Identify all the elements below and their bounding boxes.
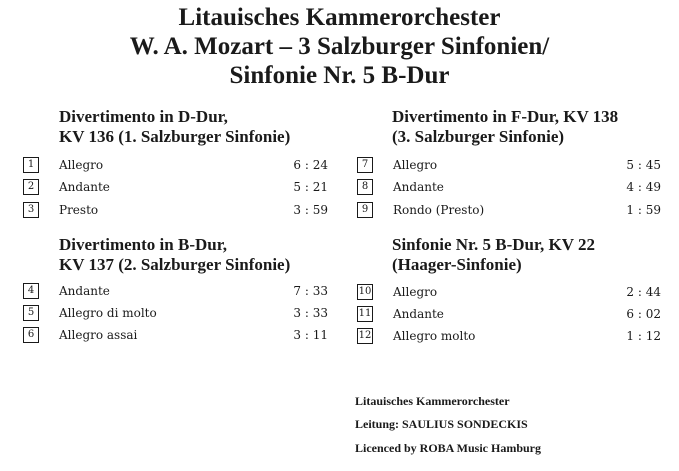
track-row[interactable] — [357, 202, 661, 220]
track-duration: 6 : 24 — [293, 158, 328, 172]
track-duration: 3 : 11 — [293, 328, 328, 342]
track-row[interactable] — [357, 328, 661, 346]
track-title: Allegro molto — [393, 329, 476, 343]
track-duration: 5 : 45 — [626, 158, 661, 172]
track-number: 9 — [357, 202, 373, 218]
track-title: Andante — [393, 180, 444, 194]
track-title: Allegro — [393, 158, 438, 172]
track-number: 11 — [357, 306, 373, 322]
section-kv138 — [392, 107, 618, 147]
track-duration: 2 : 44 — [626, 285, 661, 299]
track-duration: 6 : 02 — [626, 307, 661, 321]
track-row[interactable] — [23, 327, 328, 345]
section-title-line-1: Divertimento in F-Dur, KV 138 — [392, 107, 619, 126]
track-duration: 1 : 59 — [626, 203, 661, 217]
section-title-line-2: (Haager-Sinfonie) — [392, 255, 522, 274]
credit-licence: Licenced by ROBA Music Hamburg — [355, 441, 542, 455]
section-title-line-2: KV 137 (2. Salzburger Sinfonie) — [59, 255, 291, 274]
track-number: 5 — [23, 305, 39, 321]
track-row[interactable] — [357, 157, 661, 175]
track-number: 8 — [357, 179, 373, 195]
track-row[interactable] — [23, 202, 328, 220]
track-title: Allegro — [59, 158, 104, 172]
track-title: Allegro di molto — [59, 306, 157, 320]
track-title: Allegro assai — [59, 328, 138, 342]
section-kv136 — [59, 107, 290, 147]
section-title-line-1: Divertimento in D-Dur, — [59, 107, 228, 126]
track-row[interactable] — [23, 305, 328, 323]
track-number: 1 — [23, 157, 39, 173]
track-title: Presto — [59, 203, 99, 217]
title-line-3: Sinfonie Nr. 5 B-Dur — [229, 62, 450, 89]
track-title: Andante — [59, 284, 110, 298]
track-row[interactable] — [357, 179, 661, 197]
title-line-2: W. A. Mozart – 3 Salzburger Sinfonien/ — [129, 33, 550, 60]
section-title-line-2: (3. Salzburger Sinfonie) — [392, 127, 565, 146]
track-title: Andante — [59, 180, 110, 194]
track-duration: 5 : 21 — [293, 180, 328, 194]
track-row[interactable] — [23, 157, 328, 175]
section-title-line-1: Sinfonie Nr. 5 B-Dur, KV 22 — [392, 235, 595, 254]
track-title: Allegro — [393, 285, 438, 299]
track-title: Rondo (Presto) — [393, 203, 485, 217]
track-number: 12 — [357, 328, 373, 344]
track-duration: 4 : 49 — [626, 180, 661, 194]
track-row[interactable] — [357, 306, 661, 324]
track-duration: 7 : 33 — [293, 284, 328, 298]
track-row[interactable] — [357, 284, 661, 302]
credit-conductor: Leitung: SAULIUS SONDECKIS — [355, 417, 528, 431]
track-row[interactable] — [23, 179, 328, 197]
section-title-line-1: Divertimento in B-Dur, — [59, 235, 227, 254]
track-duration: 1 : 12 — [626, 329, 661, 343]
track-title: Andante — [393, 307, 444, 321]
track-number: 2 — [23, 179, 39, 195]
track-duration: 3 : 33 — [293, 306, 328, 320]
section-title-line-2: KV 136 (1. Salzburger Sinfonie) — [59, 127, 291, 146]
track-number: 4 — [23, 283, 39, 299]
track-duration: 3 : 59 — [293, 203, 328, 217]
title-line-1: Litauisches Kammerorchester — [178, 4, 501, 31]
track-number: 6 — [23, 327, 39, 343]
section-kv22 — [392, 235, 595, 275]
track-number: 3 — [23, 202, 39, 218]
track-row[interactable] — [23, 283, 328, 301]
track-number: 7 — [357, 157, 373, 173]
credit-orchestra: Litauisches Kammerorchester — [355, 394, 510, 408]
track-number: 10 — [357, 284, 373, 300]
section-kv137 — [59, 235, 290, 275]
